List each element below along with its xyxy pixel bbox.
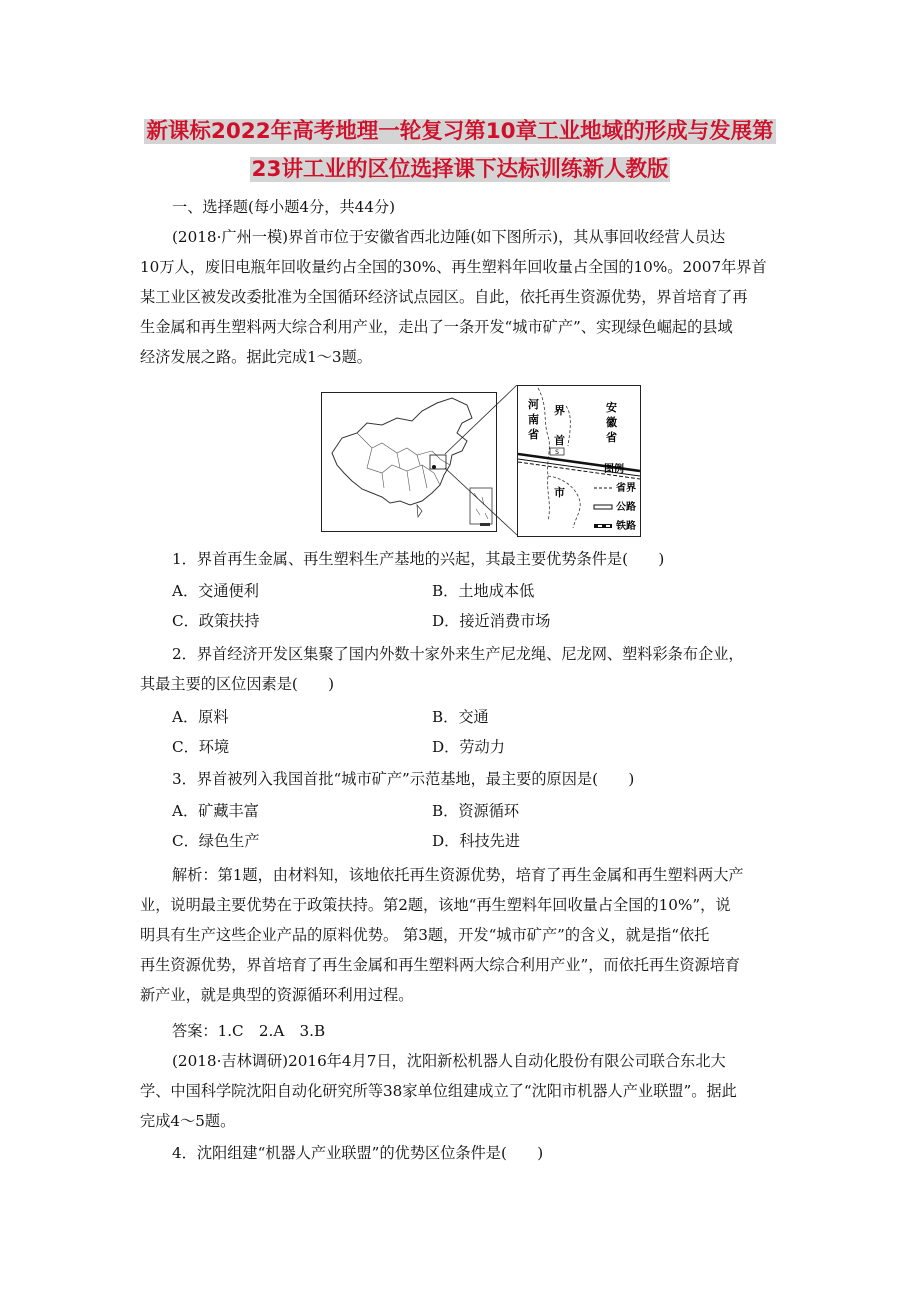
section-heading: 一、选择题(每小题4分，共44分) (172, 198, 396, 216)
label-anhui: 省 (606, 431, 617, 444)
q2-option-c: C．环境 (172, 738, 230, 756)
q3-stem: 3．界首被列入我国首批“城市矿产”示范基地，最主要的原因是( ) (172, 770, 635, 788)
legend-title: 图例 (604, 464, 624, 475)
legend-item-rail: 铁路 (616, 521, 636, 532)
passage2-line: (2018·吉林调研)2016年4月7日，沈阳新松机器人自动化股份有限公司联合东北大 (172, 1052, 726, 1070)
label-anhui: 安 (606, 401, 617, 414)
passage2-line: 完成4～5题。 (140, 1112, 236, 1130)
passage1-line: 经济发展之路。据此完成1～3题。 (140, 348, 372, 366)
analysis-line: 业，说明最主要优势在于政策扶持。第2题，该地“再生塑料年回收量占全国的10%”，说 (140, 896, 731, 914)
q2-option-d: D．劳动力 (432, 738, 505, 756)
q2-option-b: B．交通 (432, 708, 489, 726)
road-marker: S (555, 449, 559, 456)
q1-option-c: C．政策扶持 (172, 612, 260, 630)
q1-option-d: D．接近消费市场 (432, 612, 551, 630)
q3-option-d: D．科技先进 (432, 832, 521, 850)
passage1-line: 生金属和再生塑料两大综合利用产业，走出了一条开发“城市矿产”、实现绿色崛起的县域 (140, 318, 733, 336)
document-title-line-1: 新课标2022年高考地理一轮复习第10章工业地域的形成与发展第 (146, 119, 774, 144)
q4-stem: 4．沈阳组建“机器人产业联盟”的优势区位条件是( ) (172, 1144, 544, 1162)
passage1-line: (2018·广州一模)界首市位于安徽省西北边陲(如下图所示)，其从事回收经营人员达 (172, 228, 726, 246)
passage1-line: 某工业区被发改委批准为全国循环经济试点园区。自此，依托再生资源优势，界首培育了再 (140, 288, 748, 306)
label-anhui: 徽 (606, 416, 617, 429)
q1-option-a: A．交通便利 (172, 582, 259, 600)
legend-road-symbol (594, 505, 612, 509)
answer-key: 答案：1.C 2.A 3.B (172, 1022, 326, 1040)
map-legend (592, 460, 652, 538)
analysis-line: 新产业，就是典型的资源循环利用过程。 (140, 986, 414, 1004)
label-jieshou: 界 (554, 404, 565, 417)
q2-stem-cont: 其最主要的区位因素是( ) (140, 675, 335, 693)
label-henan: 南 (528, 413, 539, 426)
analysis-line: 解析：第1题，由材料知，该地依托再生资源优势，培育了再生金属和再生塑料两大产 (172, 866, 744, 884)
analysis-line: 再生资源优势，界首培育了再生金属和再生塑料两大综合利用产业”，而依托再生资源培育 (140, 956, 741, 974)
q1-option-b: B．土地成本低 (432, 582, 535, 600)
legend-item-boundary: 省界 (616, 483, 636, 494)
passage1-line: 10万人，废旧电瓶年回收量约占全国的30%、再生塑料年回收量占全国的10%。2007年界首 (140, 258, 767, 276)
label-henan: 省 (528, 428, 539, 441)
document-title-line-2: 23讲工业的区位选择课下达标训练新人教版 (251, 157, 669, 182)
q2-option-a: A．原料 (172, 708, 229, 726)
legend-item-road: 公路 (616, 502, 636, 513)
q1-stem: 1．界首再生金属、再生塑料生产基地的兴起，其最主要优势条件是( ) (172, 550, 665, 568)
label-jieshou: 市 (554, 486, 565, 499)
q3-option-c: C．绿色生产 (172, 832, 260, 850)
label-jieshou: 首 (554, 434, 565, 447)
q2-stem: 2．界首经济开发区集聚了国内外数十家外来生产尼龙绳、尼龙网、塑料彩条布企业， (172, 645, 744, 663)
q3-option-b: B．资源循环 (432, 802, 520, 820)
q3-option-a: A．矿藏丰富 (172, 802, 259, 820)
label-henan: 河 (528, 398, 539, 411)
passage2-line: 学、中国科学院沈阳自动化研究所等38家单位组建成立了“沈阳市机器人产业联盟”。据此 (140, 1082, 737, 1100)
analysis-line: 明具有生产这些企业产品的原料优势。 第3题，开发“城市矿产”的含义，就是指“依托 (140, 926, 710, 944)
